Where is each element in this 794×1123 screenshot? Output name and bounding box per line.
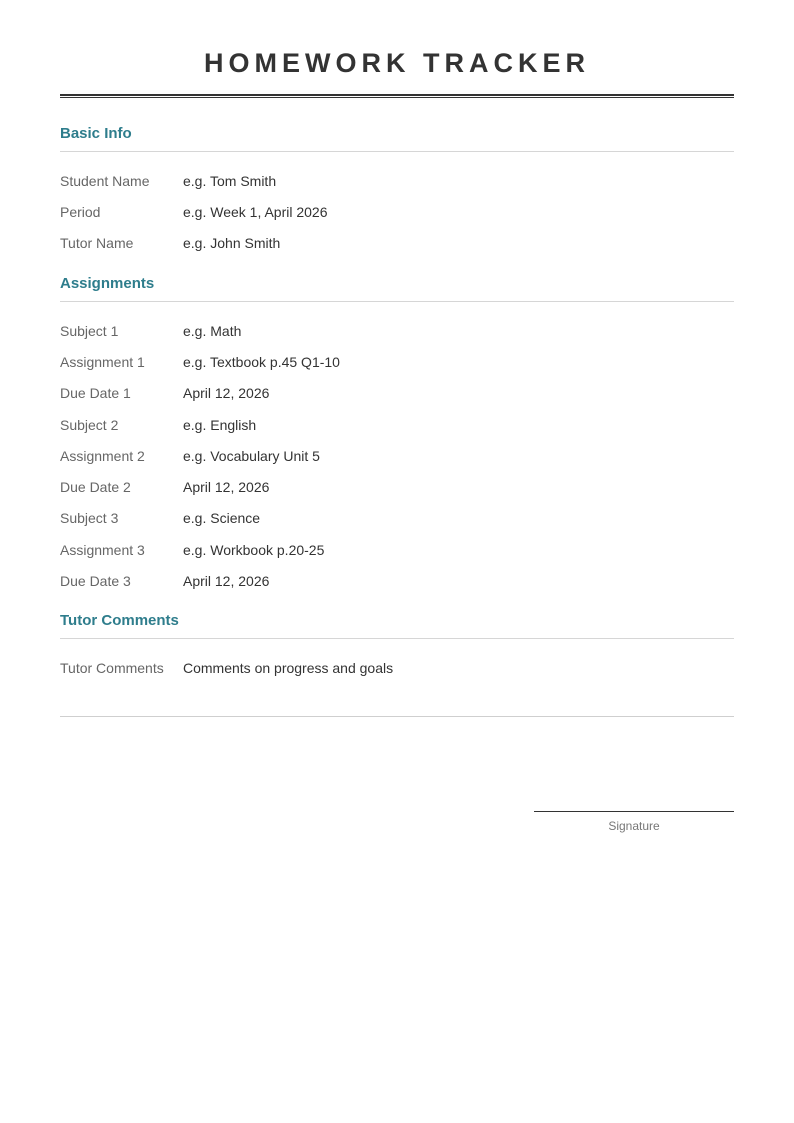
field-label: Due Date 3 xyxy=(60,573,131,590)
signature-block xyxy=(534,811,734,833)
section-title-assignments: Assignments xyxy=(60,275,155,292)
field-row-due-date-2 xyxy=(60,471,734,502)
field-label: Due Date 1 xyxy=(60,385,131,402)
title-divider xyxy=(60,94,734,98)
field-value: April 12, 2026 xyxy=(183,573,270,590)
content-end-divider xyxy=(60,716,734,717)
field-row-subject-2 xyxy=(60,409,734,440)
field-label: Subject 2 xyxy=(60,416,119,433)
field-row-assignment-2 xyxy=(60,440,734,471)
field-row-subject-1 xyxy=(60,315,734,346)
field-label: Tutor Comments xyxy=(60,659,164,676)
field-label: Subject 1 xyxy=(60,322,119,339)
field-label: Subject 3 xyxy=(60,510,119,527)
field-label: Assignment 1 xyxy=(60,353,145,370)
field-value: e.g. Vocabulary Unit 5 xyxy=(183,447,320,464)
section-basic-info xyxy=(60,123,734,259)
field-value: e.g. Workbook p.20-25 xyxy=(183,541,325,558)
section-title-tutor-comments: Tutor Comments xyxy=(60,612,179,629)
signature-line xyxy=(534,811,734,812)
field-value: e.g. Science xyxy=(183,510,261,527)
document-page xyxy=(60,0,734,833)
section-divider xyxy=(60,638,734,639)
field-value: e.g. Math xyxy=(183,322,242,339)
field-value: April 12, 2026 xyxy=(183,385,270,402)
field-row-tutor-comments xyxy=(60,652,734,683)
field-row-student-name xyxy=(60,165,734,196)
field-value: Comments on progress and goals xyxy=(183,659,394,676)
field-row-due-date-1 xyxy=(60,378,734,409)
field-row-assignment-3 xyxy=(60,534,734,565)
field-value: April 12, 2026 xyxy=(183,479,270,496)
section-divider xyxy=(60,301,734,302)
field-label: Assignment 3 xyxy=(60,541,145,558)
section-title-basic-info: Basic Info xyxy=(60,125,132,142)
section-tutor-comments xyxy=(60,610,734,683)
field-label: Due Date 2 xyxy=(60,479,131,496)
field-label: Tutor Name xyxy=(60,235,134,252)
field-value: e.g. John Smith xyxy=(183,235,281,252)
section-divider xyxy=(60,151,734,152)
field-row-assignment-1 xyxy=(60,346,734,377)
field-value: e.g. English xyxy=(183,416,257,433)
field-label: Assignment 2 xyxy=(60,447,145,464)
field-row-period xyxy=(60,196,734,227)
field-value: e.g. Week 1, April 2026 xyxy=(183,203,328,220)
field-label: Student Name xyxy=(60,172,150,189)
signature-label: Signature xyxy=(608,819,660,833)
field-label: Period xyxy=(60,203,101,220)
page-title: HOMEWORK TRACKER xyxy=(204,48,590,78)
field-value: e.g. Textbook p.45 Q1-10 xyxy=(183,353,340,370)
field-row-due-date-3 xyxy=(60,565,734,596)
section-assignments xyxy=(60,273,734,597)
field-value: e.g. Tom Smith xyxy=(183,172,277,189)
field-row-subject-3 xyxy=(60,503,734,534)
field-row-tutor-name xyxy=(60,228,734,259)
